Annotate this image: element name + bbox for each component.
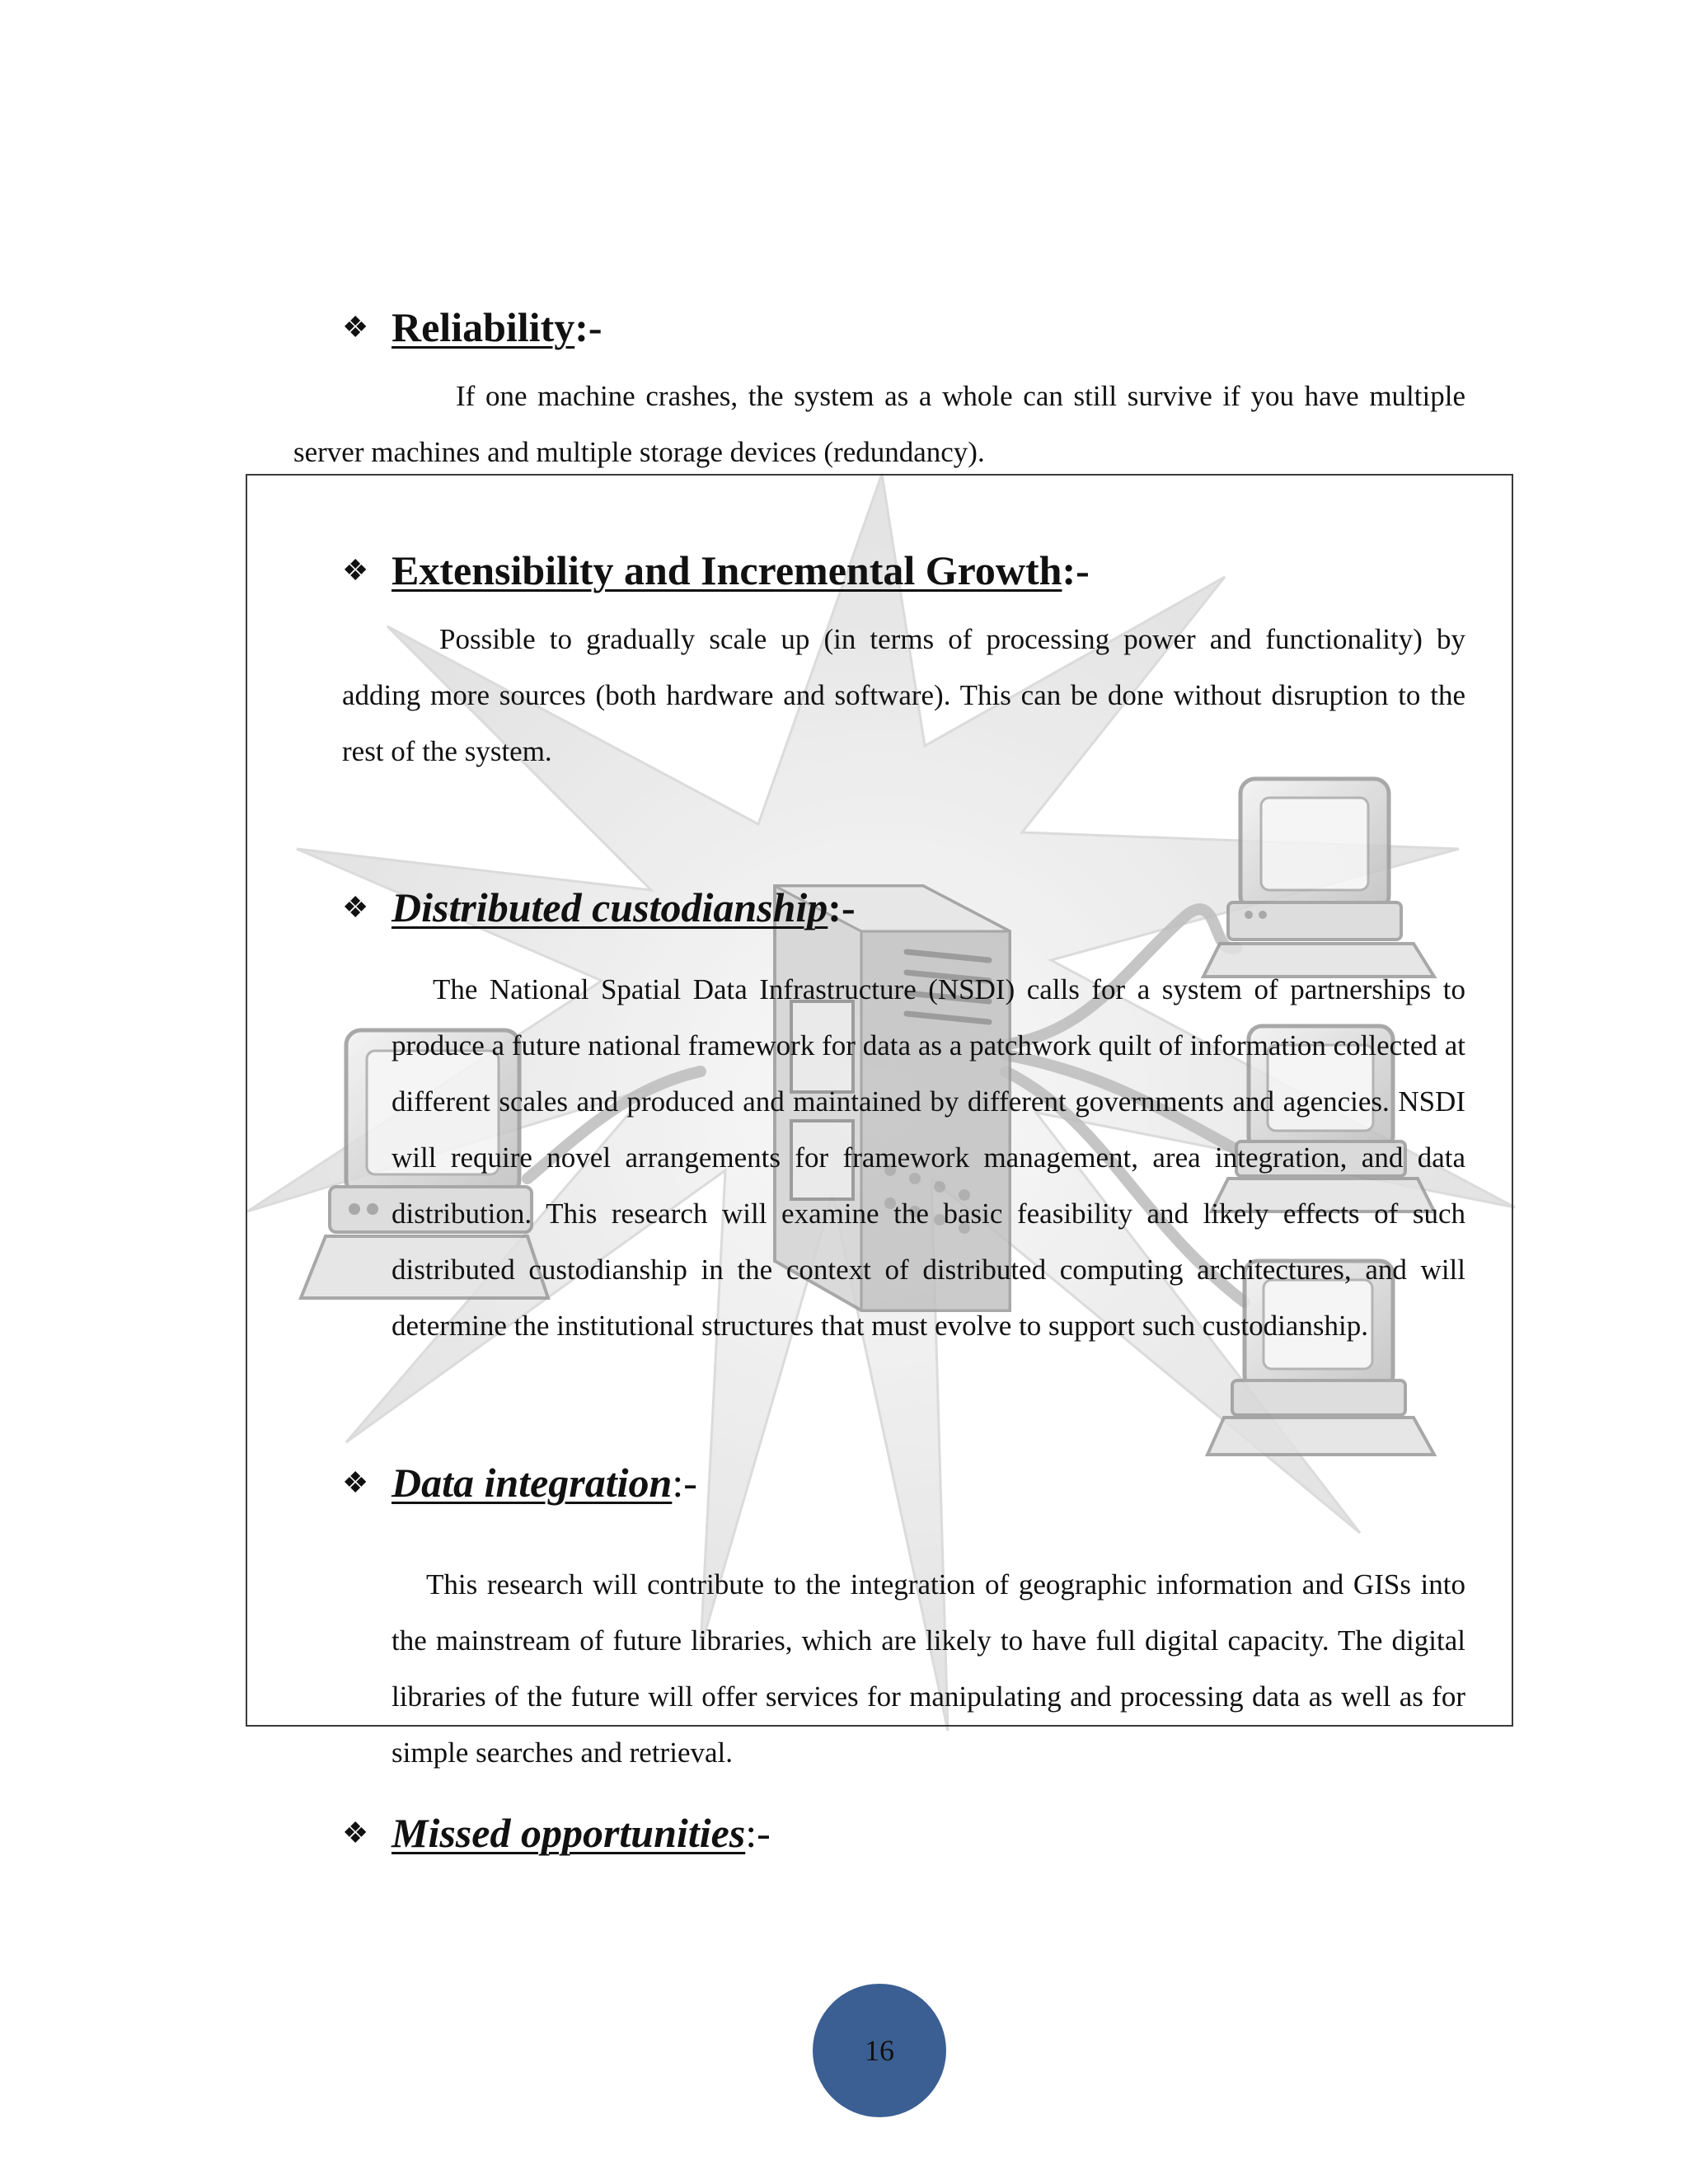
diamond-bullet-icon: ❖: [342, 554, 369, 587]
paragraph-extensibility: Possible to gradually scale up (in terms of processing power and functionality) by adding more sources (both hardware and software). This can be done without disruption to the rest of the system.: [342, 623, 1465, 767]
heading-reliability: [342, 298, 603, 356]
page-number-badge: [813, 1984, 946, 2117]
heading-suffix: :-: [828, 884, 856, 930]
heading-title: Data integration: [392, 1460, 673, 1506]
heading-title: Missed opportunities: [392, 1810, 746, 1856]
heading-suffix: :-: [1062, 547, 1090, 593]
heading-suffix: :-: [574, 304, 603, 350]
paragraph-data-integration: This research will contribute to the integration of geographic information and GISs into the mainstream of future libraries, which are likely to have full digital capacity. The digital libraries of the future will offer services for manipulating and processing data as well as for simple searches and retrieval.: [392, 1568, 1465, 1769]
diamond-bullet-icon: ❖: [342, 311, 369, 344]
diamond-bullet-icon: ❖: [342, 1816, 369, 1849]
heading-title: Reliability: [392, 304, 575, 350]
page-number: 16: [865, 2034, 894, 2067]
heading-data-integration: [342, 1454, 697, 1511]
diamond-bullet-icon: ❖: [342, 1466, 369, 1499]
heading-title: Extensibility and Incremental Growth: [392, 547, 1062, 593]
heading-missed-opportunities: [342, 1804, 771, 1862]
heading-title: Distributed custodianship: [392, 884, 828, 930]
heading-custodianship: [342, 879, 856, 936]
heading-suffix: :-: [745, 1810, 771, 1856]
heading-suffix: :-: [672, 1460, 697, 1506]
paragraph-custodianship: The National Spatial Data Infrastructure (NSDI) calls for a system of partnerships to produce a future national framework for data as a patchwork quilt of information collected at different scales and produced and maintained by different governments and agencies. NSDI will require novel arrangements for framework management, area integration, and data distribution. This research will examine the basic feasibility and likely effects of such distributed custodianship in the context of distributed computing architectures, and will determine the institutional structures that must evolve to support such custodianship.: [392, 973, 1465, 1342]
paragraph-reliability: If one machine crashes, the system as a whole can still survive if you have multiple server machines and multiple storage devices (redundancy).: [293, 380, 1465, 468]
heading-extensibility: [342, 541, 1090, 599]
diamond-bullet-icon: ❖: [342, 891, 369, 924]
